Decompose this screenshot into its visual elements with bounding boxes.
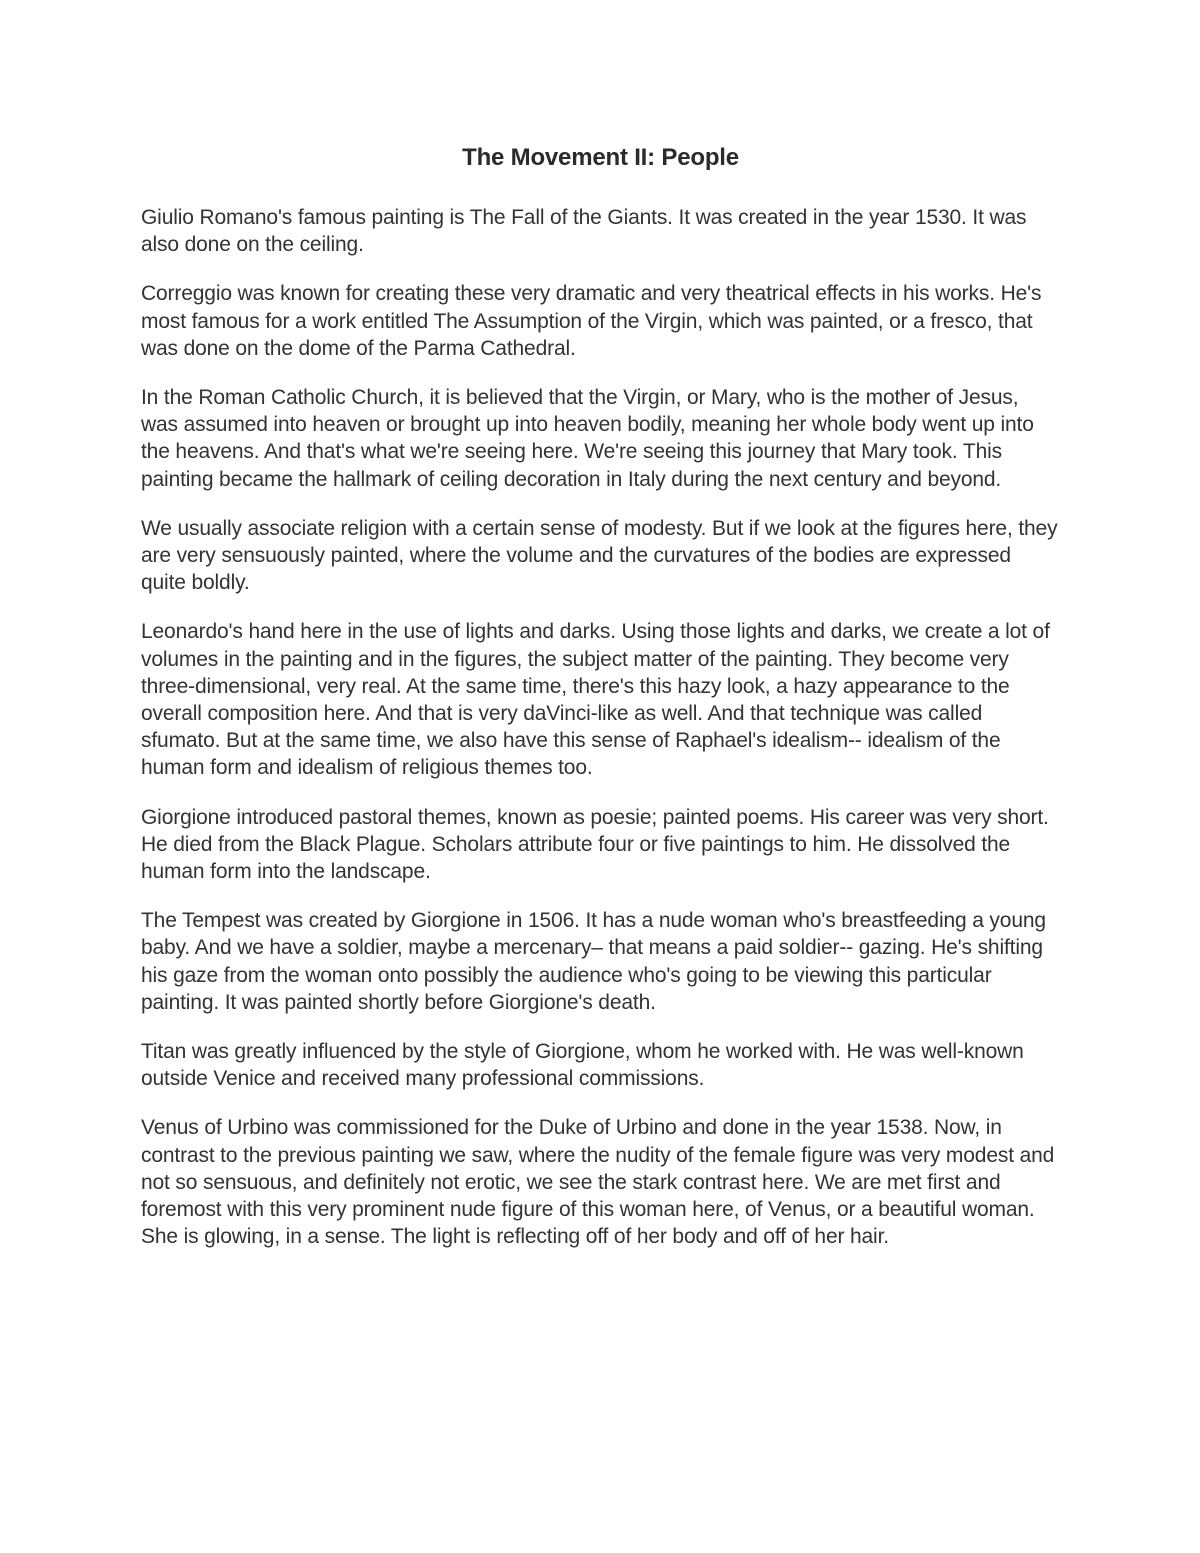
paragraph-roman-catholic-church: In the Roman Catholic Church, it is believed that the Virgin, or Mary, who is the mother of Jesus, was assumed into heaven or brought up into heaven bodily, meaning her whole body went up into the heavens. And that's what we're seeing here. We're seeing this journey that Mary took. This painting became the hallmark of ceiling decoration in Italy during the next century and beyond. bbox=[141, 386, 1034, 491]
paragraph-leonardo: Leonardo's hand here in the use of lights and darks. Using those lights and darks, we create a lot of volumes in the painting and in the figures, the subject matter of the painting. They become very three-dimensional, very real. At the same time, there's this hazy look, a hazy appearance to the overall composition here. And that is very daVinci-like as well. And that technique was called sfumato. But at the same time, we also have this sense of Raphael's idealism-- idealism of the human form and idealism of religious themes too. bbox=[141, 620, 1050, 780]
paragraph-giorgione: Giorgione introduced pastoral themes, known as poesie; painted poems. His career was very short. He died from the Black Plague. Scholars attribute four or five paintings to him. He dissolved the human form into the landscape. bbox=[141, 805, 1049, 884]
paragraph-correggio: Correggio was known for creating these very dramatic and very theatrical effects in his works. He's most famous for a work entitled The Assumption of the Virgin, which was painted, or a fresco, that was done on the dome of the Parma Cathedral. bbox=[141, 282, 1042, 360]
document-title: The Movement II: People bbox=[462, 144, 739, 171]
paragraph-titan: Titan was greatly influenced by the style of Giorgione, whom he worked with. He was well-known outside Venice and received many professional commissions. bbox=[141, 1040, 1024, 1091]
paragraph-religion-modesty: We usually associate religion with a certain sense of modesty. But if we look at the figures here, they are very sensuously painted, where the volume and the curvatures of the bodies are expressed quite boldly. bbox=[141, 516, 1058, 595]
paragraph-giulio-romano: Giulio Romano's famous painting is The Fall of the Giants. It was created in the year 1530. It was also done on the ceiling. bbox=[141, 206, 1027, 257]
paragraph-venus-of-urbino: Venus of Urbino was commissioned for the Duke of Urbino and done in the year 1538. Now, in contrast to the previous painting we saw, where the nudity of the female figure was very modest and not so sensuous, and definitely not erotic, we see the stark contrast here. We are met first and foremost with this very prominent nude figure of this woman here, of Venus, or a beautiful woman. She is glowing, in a sense. The light is reflecting off of her body and off of her hair. bbox=[141, 1116, 1055, 1249]
paragraph-the-tempest: The Tempest was created by Giorgione in 1506. It has a nude woman who's breastfeeding a young baby. And we have a soldier, maybe a mercenary– that means a paid soldier-- gazing. He's shifting his gaze from the woman onto possibly the audience who's going to be viewing this particular painting. It was painted shortly before Giorgione's death. bbox=[141, 909, 1046, 1014]
